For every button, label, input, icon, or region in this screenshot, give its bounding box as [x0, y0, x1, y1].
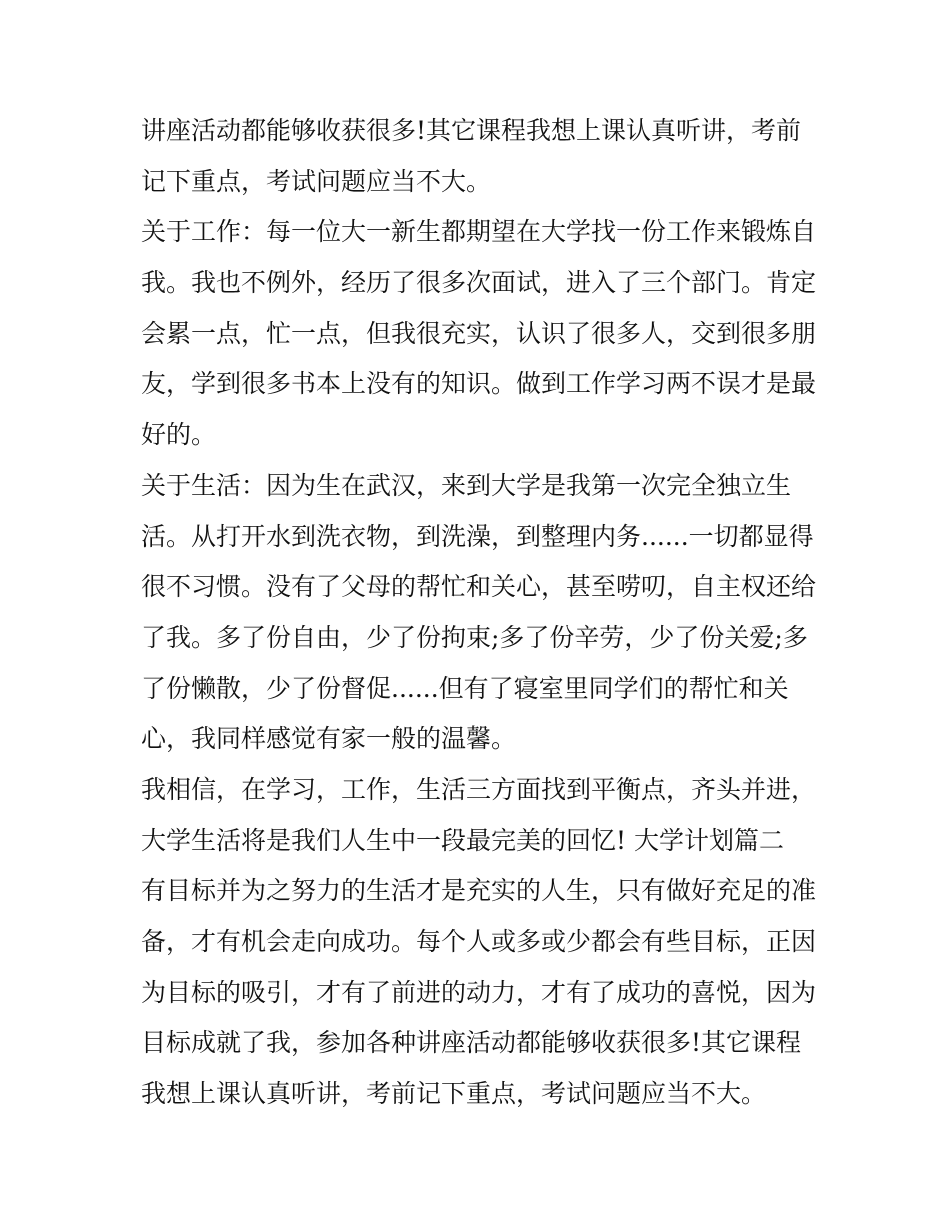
- document-body: [141, 106, 831, 1120]
- text-line: 心，我同样感觉有家一般的温馨。: [141, 724, 517, 754]
- text-line: 关于工作：每一位大一新生都期望在大学找一份工作来锻炼自: [141, 217, 817, 247]
- text-line: 大学生活将是我们人生中一段最完美的回忆! 大学计划篇二: [141, 825, 784, 855]
- text-line: 我。我也不例外，经历了很多次面试，进入了三个部门。肯定: [141, 268, 817, 298]
- text-line: 有目标并为之努力的生活才是充实的人生，只有做好充足的准: [141, 876, 817, 906]
- text-line: 友，学到很多书本上没有的知识。做到工作学习两不误才是最: [141, 369, 817, 399]
- text-line: 目标成就了我，参加各种讲座活动都能够收获很多!其它课程: [141, 1028, 802, 1058]
- text-line: 备，才有机会走向成功。每个人或多或少都会有些目标，正因: [141, 927, 817, 956]
- text-line: 我相信，在学习，工作，生活三方面找到平衡点，齐头并进，: [141, 774, 817, 804]
- text-line: 关于生活：因为生在武汉，来到大学是我第一次完全独立生: [141, 470, 792, 500]
- text-line: 为目标的吸引，才有了前进的动力，才有了成功的喜悦，因为: [141, 977, 817, 1007]
- text-line: 了我。多了份自由，少了份拘束;多了份辛劳，少了份关爱;多: [141, 622, 808, 652]
- text-line: 很不习惯。没有了父母的帮忙和关心，甚至唠叨，自主权还给: [141, 572, 817, 602]
- text-line: 了份懒散，少了份督促......但有了寝室里同学们的帮忙和关: [141, 673, 789, 703]
- text-line: 我想上课认真听讲，考前记下重点，考试问题应当不大。: [141, 1079, 767, 1109]
- text-line: 记下重点，考试问题应当不大。: [141, 166, 492, 196]
- text-line: 讲座活动都能够收获很多!其它课程我想上课认真听讲，考前: [141, 116, 802, 145]
- text-line: 活。从打开水到洗衣物，到洗澡，到整理内务......一切都显得: [141, 521, 814, 551]
- text-line: 好的。: [141, 420, 217, 450]
- text-line: 会累一点，忙一点，但我很充实，认识了很多人，交到很多朋: [141, 318, 817, 348]
